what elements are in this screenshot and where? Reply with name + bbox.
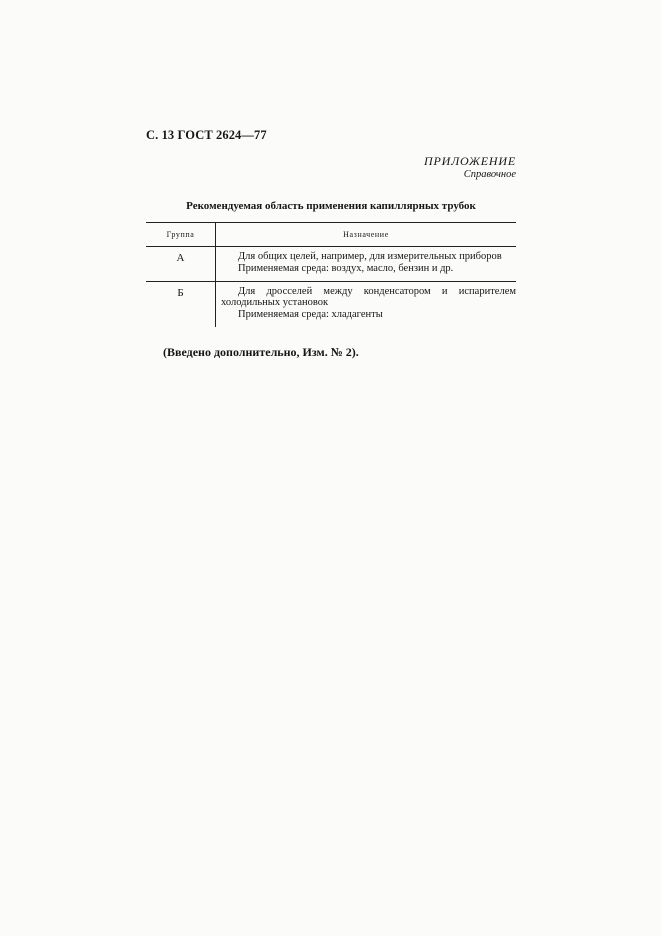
table-header-row xyxy=(146,223,516,247)
purpose-cell xyxy=(216,281,517,327)
group-cell: Б xyxy=(177,286,184,299)
table-title: Рекомендуемая область применения капиллярных трубок xyxy=(186,200,476,212)
purpose-text: Для общих целей, например, для измерительных приборов xyxy=(238,251,502,262)
table-row xyxy=(146,281,516,327)
column-header-group: Группа xyxy=(146,223,216,247)
medium-text: Применяемая среда: воздух, масло, бензин и др. xyxy=(238,262,454,274)
amendment-note: (Введено дополнительно, Изм. № 2). xyxy=(163,345,359,359)
appendix-title: ПРИЛОЖЕНИЕ xyxy=(424,154,516,168)
table-row xyxy=(146,247,516,282)
column-header-purpose: Назначение xyxy=(216,223,517,247)
appendix-subtitle: Справочное xyxy=(463,169,516,180)
application-table xyxy=(146,222,516,327)
appendix-label xyxy=(424,155,516,181)
purpose-text: Для дросселей между конденсатором и испарителем холодильных установок xyxy=(221,285,516,309)
group-cell: А xyxy=(146,247,216,282)
purpose-cell xyxy=(216,247,517,282)
document-header: С. 13 ГОСТ 2624—77 xyxy=(146,128,267,142)
medium-text: Применяемая среда: хладагенты xyxy=(238,309,383,321)
